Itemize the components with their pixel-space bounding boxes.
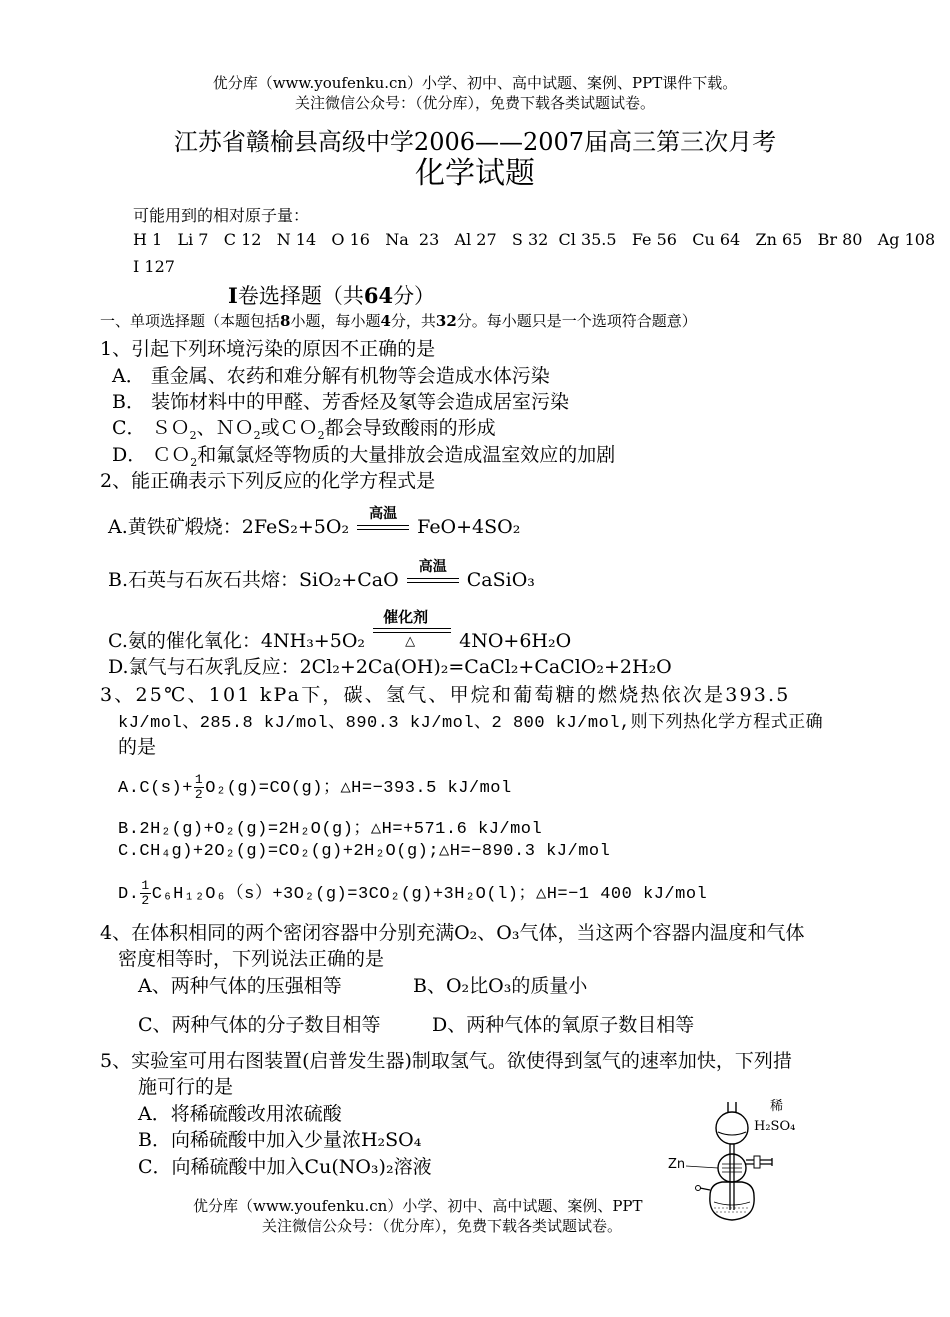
header-line-1: 优分库（www.youfenku.cn）小学、初中、高中试题、案例、PPT课件下载。 — [212, 74, 738, 92]
kipp-apparatus-figure — [660, 1098, 810, 1223]
q4-line-1: 4、在体积相同的两个密闭容器中分别充满O₂、O₃气体，当这两个容器内温度和气体 — [100, 922, 805, 944]
exam-subtitle: 化学试题 — [415, 156, 535, 191]
q5-line-2: 施可行的是 — [138, 1076, 234, 1098]
q2-option-d: D.氯气与石灰乳反应：2Cl₂+2Ca(OH)₂=CaCl₂+CaClO₂+2H₂O — [108, 656, 672, 678]
figure-label-zn: Zn — [668, 1157, 686, 1172]
q1-option-a: A． 重金属、农药和难分解有机物等会造成水体污染 — [112, 365, 550, 387]
q5-line-1: 5、实验室可用右图装置(启普发生器)制取氢气。欲使得到氢气的速率加快，下列措 — [100, 1050, 792, 1072]
q3-option-d: D. $\frac{1}{2}$ C₆H₁₂O₆（s）+3O₂(g)=3CO₂(g)+3H₂O(l)；△H=−1 400 kJ/mol — [118, 878, 708, 909]
atomic-mass-line-1: H 1 Li 7 C 12 N 14 O 16 Na 23 Al 27 S 32 Cl 35.5 Fe 56 Cu 64 Zn 65 Br 80 Ag 108 — [133, 230, 936, 249]
header-line-2: 关注微信公众号：（优分库），免费下载各类试题试卷。 — [294, 94, 655, 112]
q4-option-b: B、O₂比O₃的质量小 — [413, 975, 588, 997]
q3-option-b: B.2H₂(g)+O₂(g)=2H₂O(g)；△H=+571.6 kJ/mol — [118, 820, 543, 839]
section-instructions: 一、单项选择题（本题包括8小题，每小题4分，共32分。每小题只是一个选项符合题意） — [100, 312, 697, 330]
section-heading: I卷选择题（共64分） — [228, 283, 436, 308]
figure-label-dilute: 稀 — [770, 1099, 784, 1114]
footer-line-2: 关注微信公众号：（优分库），免费下载各类试题试卷。 — [262, 1217, 623, 1235]
fraction: $\frac{1}{2}$ — [141, 878, 150, 909]
q1-option-c: C． ＳＯ$_2$、ＮＯ$_2$或ＣＯ$_2$都会导致酸雨的形成 — [112, 417, 496, 442]
q3-line-3: 的是 — [118, 736, 157, 758]
q3-line-2: kJ/mol、285.8 kJ/mol、890.3 kJ/mol、2 800 kJ/mol,则下列热化学方程式正确 — [118, 714, 824, 733]
q2-option-b: B.石英与石灰石共熔：SiO₂+CaO 高温 CaSiO₃ — [108, 559, 535, 591]
q3-option-a: A.C(s)+ $\frac{1}{2}$ O₂(g)=CO(g)；△H=−393.5 kJ/mol — [118, 772, 512, 803]
q4-line-2: 密度相等时，下列说法正确的是 — [118, 948, 385, 970]
q1-option-b: B． 装饰材料中的甲醛、芳香烃及氡等会造成居室污染 — [112, 391, 570, 413]
condition-arrow: 高温 — [357, 519, 409, 537]
q2-option-c: C.氨的催化氧化：4NH₃+5O₂ 催化剂 △ 4NO+6H₂O — [108, 608, 572, 652]
q4-option-a: A、两种气体的压强相等 — [138, 975, 342, 997]
atomic-mass-line-2: I 127 — [133, 257, 175, 276]
condition-arrow: 高温 — [407, 572, 459, 590]
figure-label-acid: H₂SO₄ — [754, 1119, 796, 1134]
fraction: $\frac{1}{2}$ — [194, 772, 204, 803]
q2-stem: 2、能正确表示下列反应的化学方程式是 — [100, 470, 436, 492]
catalyst-arrow: 催化剂 △ — [373, 632, 451, 652]
q3-line-1: 3、25℃、101 kPa下，碳、氢气、甲烷和葡萄糖的燃烧热依次是393.5 — [100, 684, 791, 706]
q1-option-d: D． ＣＯ$_2$和氟氯烃等物质的大量排放会造成温室效应的加剧 — [112, 444, 616, 469]
q2-option-a: A.黄铁矿煅烧：2FeS₂+5O₂ 高温 FeO+4SO₂ — [108, 506, 521, 538]
footer-line-1: 优分库（www.youfenku.cn）小学、初中、高中试题、案例、PPT — [193, 1197, 643, 1215]
q4-option-c: C、两种气体的分子数目相等 — [138, 1014, 381, 1036]
q3-option-c: C.CH₄g)+2O₂(g)=CO₂(g)+2H₂O(g);△H=−890.3 kJ/mol — [118, 842, 611, 861]
q5-option-c: C．向稀硫酸中加入Cu(NO₃)₂溶液 — [138, 1156, 432, 1178]
q4-option-d: D、两种气体的氧原子数目相等 — [432, 1014, 695, 1036]
exam-title: 江苏省赣榆县高级中学2006——2007届高三第三次月考 — [173, 128, 777, 156]
q5-option-a: A．将稀硫酸改用浓硫酸 — [138, 1103, 342, 1125]
q1-stem: 1、引起下列环境污染的原因不正确的是 — [100, 338, 436, 360]
q5-option-b: B．向稀硫酸中加入少量浓H₂SO₄ — [138, 1129, 422, 1151]
atomic-mass-label: 可能用到的相对原子量： — [133, 206, 310, 225]
